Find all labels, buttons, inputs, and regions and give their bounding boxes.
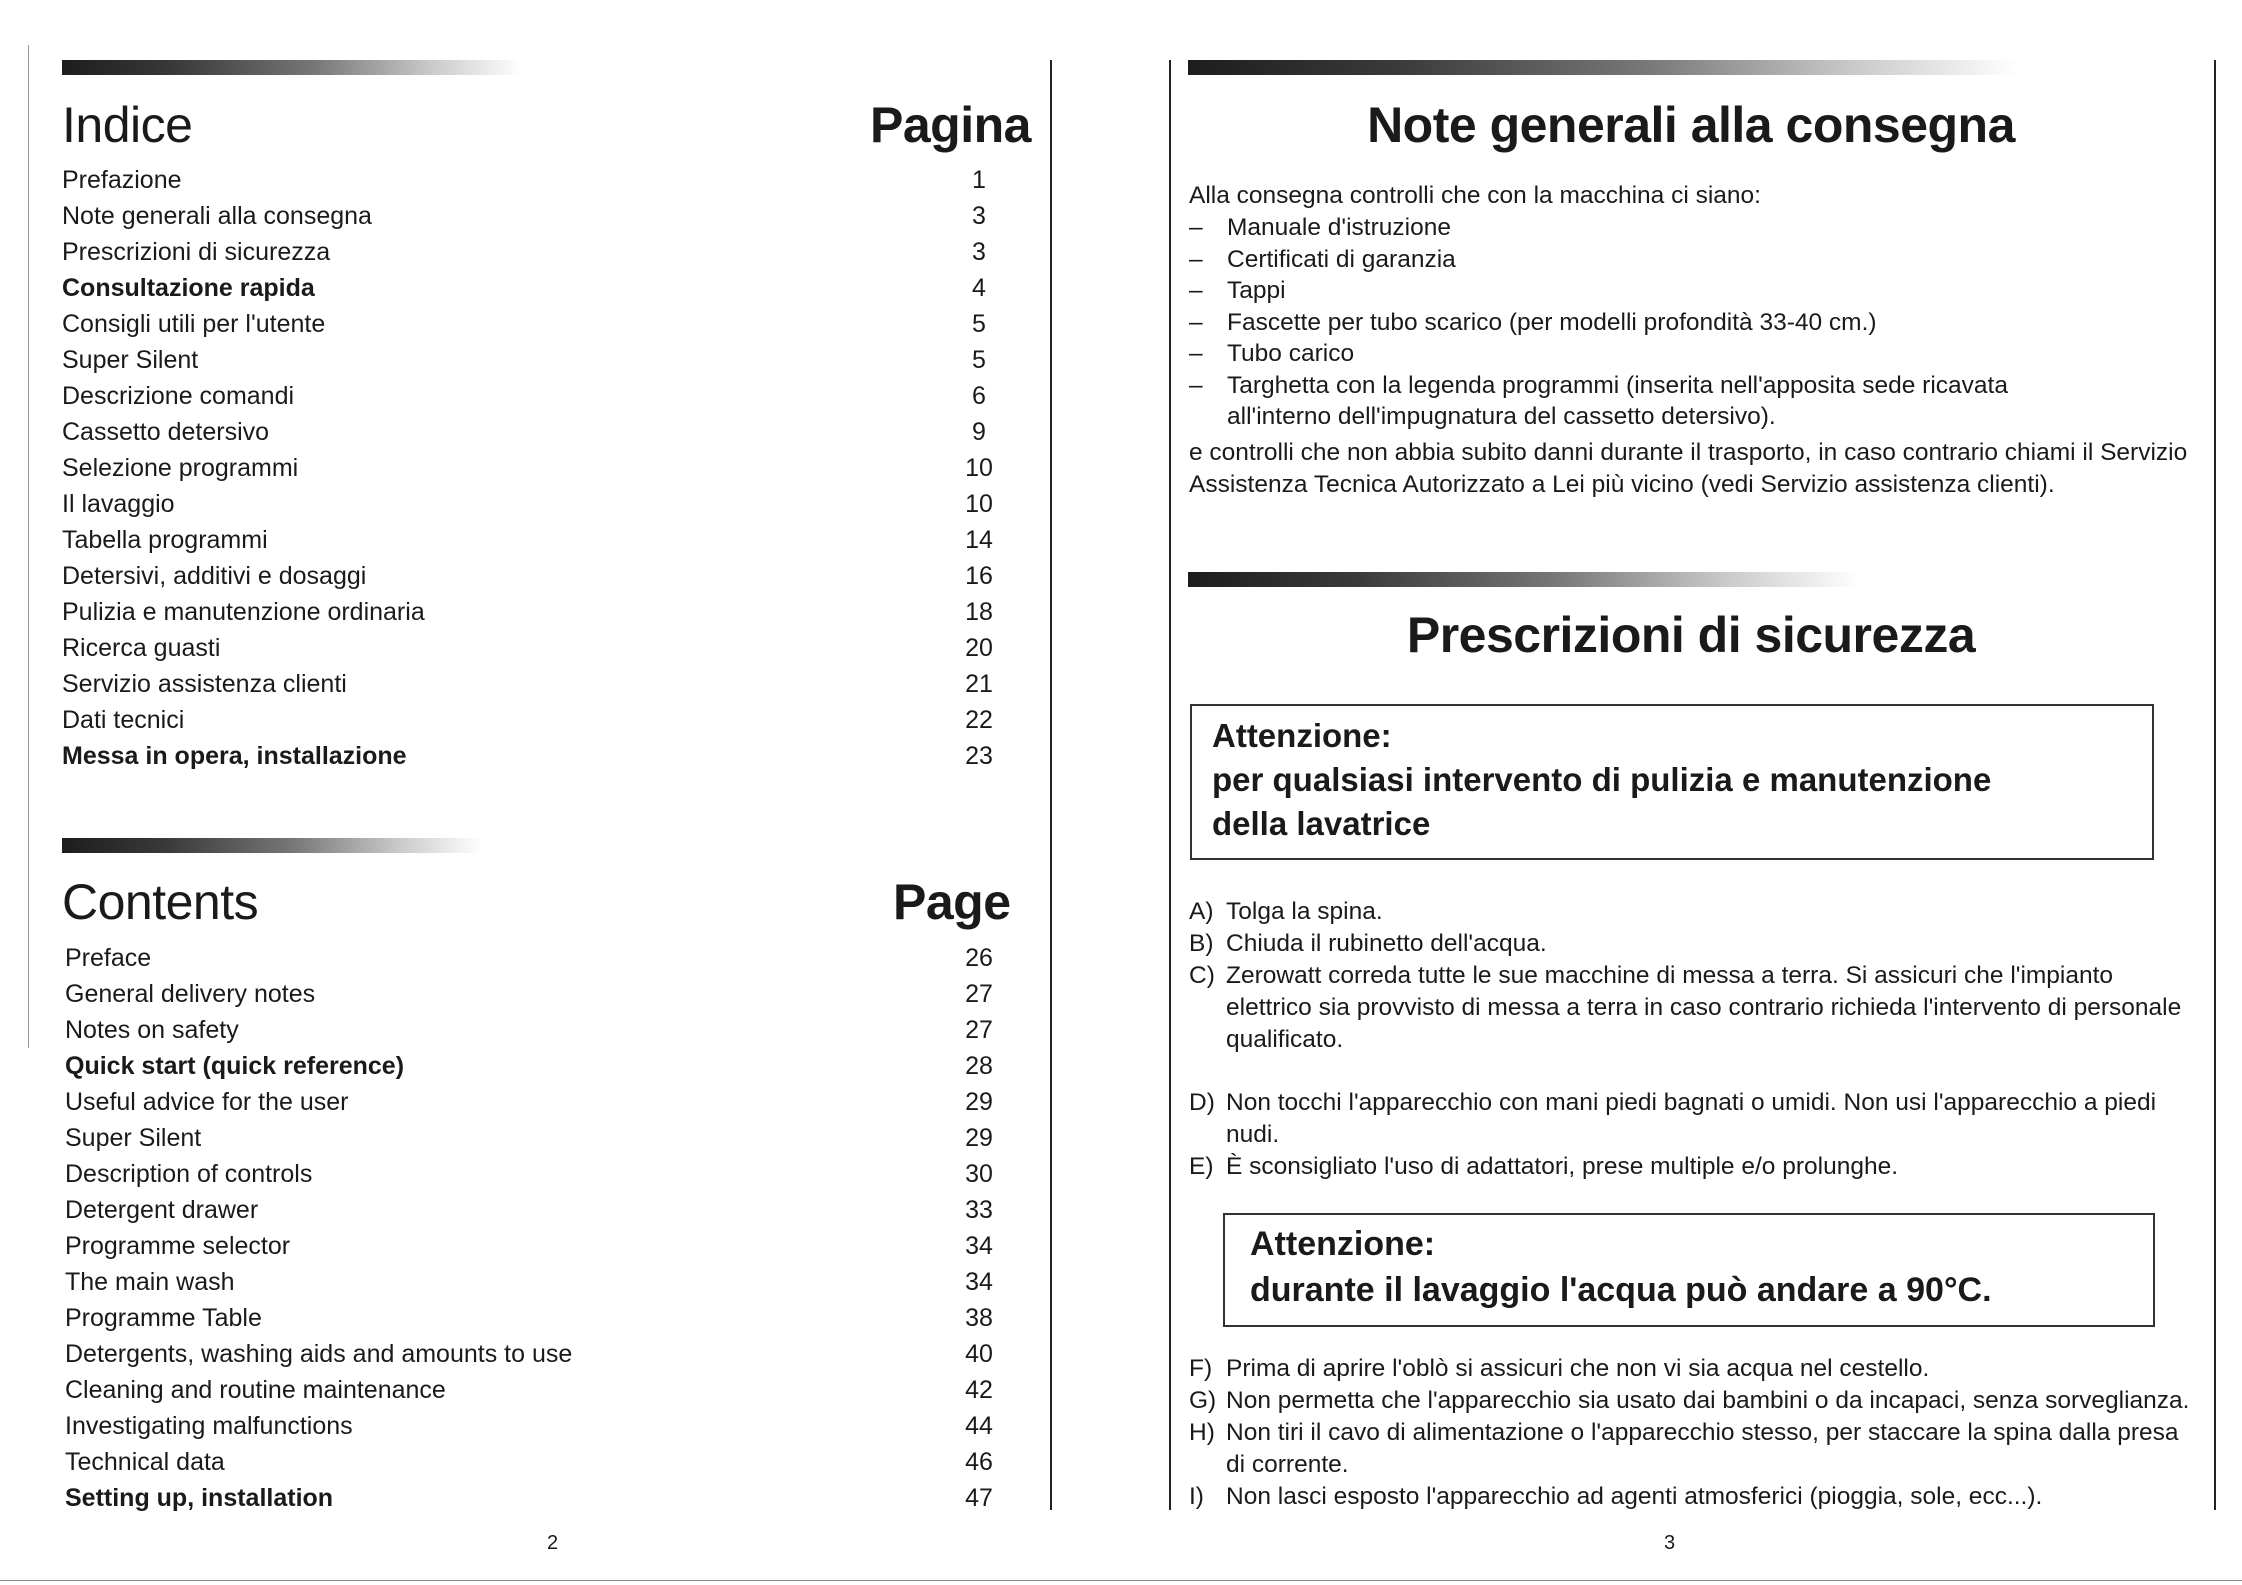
toc-entry-page: 22 <box>965 706 993 734</box>
toc-entry-label: Programme selector <box>65 1232 291 1260</box>
warning-box-cleaning <box>1190 704 2154 860</box>
safety-rule-text: Tolga la spina. <box>1226 898 1383 925</box>
toc-entry-page: 3 <box>972 202 986 230</box>
safety-rule-letter: D) <box>1189 1089 1215 1116</box>
toc-entry <box>65 1336 1025 1372</box>
safety-rules-list-b <box>1189 1353 2199 1513</box>
toc-entry <box>62 738 1022 774</box>
safety-rule-text: Prima di aprire l'oblò si assicuri che non vi sia acqua nel cestello. <box>1226 1355 1930 1382</box>
toc-entry-label: Ricerca guasti <box>62 634 221 662</box>
toc-entry-page: 10 <box>965 490 993 518</box>
toc-entry <box>65 1372 1025 1408</box>
delivery-item: – Tubo carico <box>1189 338 2109 370</box>
warning-box-temperature <box>1223 1213 2155 1327</box>
page-edge-line <box>2214 60 2216 1510</box>
safety-rule-letter: G) <box>1189 1387 1217 1414</box>
toc-entry-page: 40 <box>965 1340 993 1368</box>
toc-entry-label: Dati tecnici <box>62 706 185 734</box>
delivery-intro: Alla consegna controlli che con la macchina ci siano: <box>1189 182 1761 209</box>
section-bar-delivery <box>1188 60 2018 75</box>
toc-entry-page: 46 <box>965 1448 993 1476</box>
toc-entry <box>65 1444 1025 1480</box>
safety-rule <box>1189 1151 2199 1183</box>
toc-entry-page: 29 <box>965 1088 993 1116</box>
toc-entry <box>62 306 1022 342</box>
toc-entry-label: Selezione programmi <box>62 454 299 482</box>
toc-entry-page: 44 <box>965 1412 993 1440</box>
delivery-outro: e controlli che non abbia subito danni durante il trasporto, in caso contrario chiami il Servizio Assistenza Tecnica Autorizzato a Lei più vicino (vedi Servizio assistenza clienti). <box>1189 439 2188 498</box>
toc-entry <box>62 486 1022 522</box>
safety-rule-text: Chiuda il rubinetto dell'acqua. <box>1226 930 1547 957</box>
safety-rule <box>1189 960 2199 1056</box>
toc-entry-page: 34 <box>965 1232 993 1260</box>
toc-entry-label: Useful advice for the user <box>65 1088 349 1116</box>
safety-rule-letter: C) <box>1189 962 1215 989</box>
toc-entry-label: Setting up, installation <box>65 1484 334 1512</box>
safety-rule-letter: E) <box>1189 1153 1214 1180</box>
column-rule <box>1169 60 1171 1510</box>
toc-entry <box>65 1084 1025 1120</box>
toc-entry-page: 26 <box>965 944 993 972</box>
right-page <box>1121 0 2242 1585</box>
toc-entry-page: 34 <box>965 1268 993 1296</box>
safety-rules-list-a <box>1189 896 2199 1183</box>
toc-entry <box>65 1156 1025 1192</box>
toc-it-list <box>62 162 1022 774</box>
toc-entry <box>62 630 1022 666</box>
toc-entry-page: 33 <box>965 1196 993 1224</box>
toc-entry-label: The main wash <box>65 1268 235 1296</box>
warning-text-line: per qualsiasi intervento di pulizia e manutenzione <box>1212 761 1992 798</box>
toc-entry-label: Detergents, washing aids and amounts to use <box>65 1340 573 1368</box>
bottom-edge-line <box>0 1580 2242 1581</box>
toc-entry-label: Preface <box>65 944 152 972</box>
toc-entry-page: 38 <box>965 1304 993 1332</box>
safety-rule <box>1189 1417 2199 1481</box>
safety-rule <box>1189 1481 2199 1513</box>
toc-entry-label: Super Silent <box>65 1124 202 1152</box>
toc-entry <box>62 378 1022 414</box>
toc-entry <box>62 414 1022 450</box>
toc-entry <box>62 666 1022 702</box>
toc-entry <box>62 702 1022 738</box>
toc-entry-label: Tabella programmi <box>62 526 268 554</box>
toc-entry <box>65 976 1025 1012</box>
safety-rule <box>1189 1385 2199 1417</box>
delivery-title: Note generali alla consegna <box>1367 97 2015 153</box>
delivery-items-list <box>1189 212 2109 433</box>
safety-rule <box>1189 1087 2199 1151</box>
toc-entry <box>65 1192 1025 1228</box>
toc-entry-label: Cassetto detersivo <box>62 418 270 446</box>
warning-text-line: della lavatrice <box>1212 805 1431 842</box>
safety-rule-letter: F) <box>1189 1355 1213 1382</box>
toc-entry-page: 5 <box>972 310 986 338</box>
toc-entry-page: 30 <box>965 1160 993 1188</box>
column-rule <box>1050 60 1052 1510</box>
toc-entry-label: Technical data <box>65 1448 225 1476</box>
warning-heading: Attenzione: <box>1250 1225 1436 1263</box>
toc-entry-page: 27 <box>965 980 993 1008</box>
toc-entry <box>62 594 1022 630</box>
toc-entry-label: Descrizione comandi <box>62 382 295 410</box>
toc-en-title: Contents <box>62 874 259 930</box>
toc-entry-label: Consigli utili per l'utente <box>62 310 326 338</box>
toc-entry-page: 16 <box>965 562 993 590</box>
safety-rule-letter: A) <box>1189 898 1214 925</box>
toc-entry-page: 42 <box>965 1376 993 1404</box>
toc-entry-label: Messa in opera, installazione <box>62 742 407 770</box>
toc-entry <box>62 450 1022 486</box>
toc-entry-page: 10 <box>965 454 993 482</box>
toc-entry-page: 14 <box>965 526 993 554</box>
toc-entry-page: 21 <box>965 670 993 698</box>
delivery-item: – Manuale d'istruzione <box>1189 212 2109 244</box>
toc-entry <box>62 198 1022 234</box>
safety-rule <box>1189 928 2199 960</box>
toc-entry-label: Detersivi, additivi e dosaggi <box>62 562 367 590</box>
toc-entry <box>65 1480 1025 1516</box>
page-number-right: 3 <box>1664 1532 1676 1554</box>
toc-entry-page: 9 <box>972 418 986 446</box>
toc-entry <box>65 1264 1025 1300</box>
warning-heading: Attenzione: <box>1212 717 1392 754</box>
toc-entry <box>65 1120 1025 1156</box>
safety-rule <box>1189 1353 2199 1385</box>
safety-rule-text: Non permetta che l'apparecchio sia usato dai bambini o da incapaci, senza sorveglianza. <box>1226 1387 2190 1414</box>
toc-entry <box>65 1228 1025 1264</box>
toc-entry-page: 23 <box>965 742 993 770</box>
toc-entry-label: Quick start (quick reference) <box>65 1052 405 1080</box>
safety-rule-letter: I) <box>1189 1483 1204 1510</box>
toc-entry-label: Il lavaggio <box>62 490 175 518</box>
toc-it-page-label: Pagina <box>870 97 1031 153</box>
toc-entry-page: 29 <box>965 1124 993 1152</box>
warning-text-line: durante il lavaggio l'acqua può andare a 90°C. <box>1250 1271 1992 1309</box>
toc-entry <box>65 940 1025 976</box>
toc-entry <box>65 1012 1025 1048</box>
toc-entry-page: 3 <box>972 238 986 266</box>
toc-entry-page: 27 <box>965 1016 993 1044</box>
toc-en-list <box>65 940 1025 1516</box>
toc-entry-page: 1 <box>972 166 986 194</box>
safety-rule <box>1189 896 2199 928</box>
toc-entry-label: Super Silent <box>62 346 199 374</box>
section-bar-indice <box>62 60 522 75</box>
toc-entry <box>62 162 1022 198</box>
safety-rule-text: Non tocchi l'apparecchio con mani piedi bagnati o umidi. Non usi l'apparecchio a piedi nudi. <box>1226 1089 2157 1148</box>
safety-rule-text: Non lasci esposto l'apparecchio ad agenti atmosferici (pioggia, sole, ecc...). <box>1226 1483 2043 1510</box>
toc-entry <box>62 558 1022 594</box>
toc-entry-label: Cleaning and routine maintenance <box>65 1376 446 1404</box>
toc-entry-label: Programme Table <box>65 1304 262 1332</box>
toc-entry-label: Servizio assistenza clienti <box>62 670 347 698</box>
toc-entry-page: 47 <box>965 1484 993 1512</box>
toc-entry <box>62 342 1022 378</box>
toc-entry-page: 20 <box>965 634 993 662</box>
toc-entry <box>62 522 1022 558</box>
toc-entry-label: Prescrizioni di sicurezza <box>62 238 331 266</box>
page-edge-line <box>28 45 29 1048</box>
safety-rule-text: È sconsigliato l'uso di adattatori, prese multiple e/o prolunghe. <box>1226 1153 1899 1180</box>
delivery-item: – Certificati di garanzia <box>1189 244 2109 276</box>
safety-title: Prescrizioni di sicurezza <box>1406 607 1976 663</box>
toc-en-page-label: Page <box>893 874 1011 930</box>
section-bar-safety <box>1188 572 1858 587</box>
safety-rule-text: Non tiri il cavo di alimentazione o l'apparecchio stesso, per staccare la spina dalla presa di corrente. <box>1226 1419 2179 1478</box>
toc-entry-label: Pulizia e manutenzione ordinaria <box>62 598 425 626</box>
safety-rule-letter: B) <box>1189 930 1214 957</box>
toc-entry-label: General delivery notes <box>65 980 316 1008</box>
toc-entry-label: Notes on safety <box>65 1016 239 1044</box>
toc-entry <box>65 1408 1025 1444</box>
toc-entry <box>62 270 1022 306</box>
toc-entry-page: 18 <box>965 598 993 626</box>
toc-entry <box>65 1048 1025 1084</box>
toc-entry-page: 6 <box>972 382 986 410</box>
toc-entry-label: Prefazione <box>62 166 182 194</box>
toc-entry-label: Note generali alla consegna <box>62 202 372 230</box>
toc-entry-page: 4 <box>972 274 986 302</box>
toc-entry-label: Detergent drawer <box>65 1196 259 1224</box>
toc-entry-label: Consultazione rapida <box>62 274 315 302</box>
toc-entry <box>62 234 1022 270</box>
toc-entry-page: 5 <box>972 346 986 374</box>
delivery-item: – Tappi <box>1189 275 2109 307</box>
safety-rule-letter: H) <box>1189 1419 1215 1446</box>
section-bar-contents <box>62 838 482 853</box>
delivery-item: – Fascette per tubo scarico (per modelli profondità 33-40 cm.) <box>1189 307 2109 339</box>
safety-rule-text: Zerowatt correda tutte le sue macchine di messa a terra. Si assicuri che l'impianto elettrico sia provvisto di messa a terra in caso contrario richieda l'intervento di personale qualificato. <box>1226 962 2182 1053</box>
toc-it-title: Indice <box>62 97 193 153</box>
toc-entry-label: Description of controls <box>65 1160 313 1188</box>
delivery-item: – Targhetta con la legenda programmi (inserita nell'apposita sede ricavata all'interno dell'impugnatura del cassetto detersivo). <box>1189 370 2109 433</box>
toc-entry-page: 28 <box>965 1052 993 1080</box>
toc-entry <box>65 1300 1025 1336</box>
page-number-left: 2 <box>547 1532 559 1554</box>
toc-entry-label: Investigating malfunctions <box>65 1412 353 1440</box>
